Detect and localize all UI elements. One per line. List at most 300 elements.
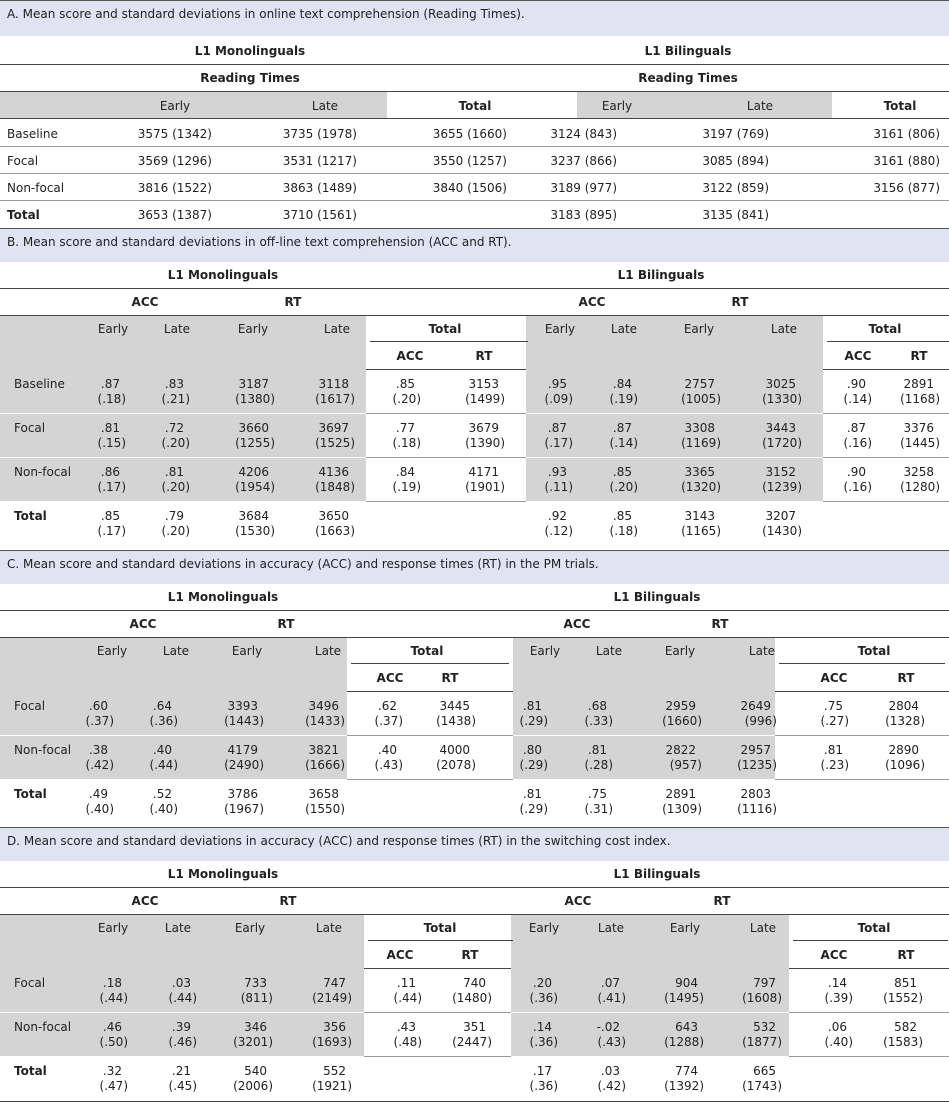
table-cell: 3085 (894) [702,154,769,168]
table-cell-sd: (.12) [544,524,573,538]
table-cell: 3025 [765,377,796,391]
table-cell-sd: (.14) [843,392,872,406]
acc-subheader: ACC [820,948,848,962]
group-bilinguals-header: L1 Bilinguals [617,268,705,282]
col-early: Early [97,322,129,336]
table-cell-sd: (996) [744,714,777,728]
table-cell: .20 [532,976,552,990]
table-cell-sd: (1235) [737,758,777,772]
table-cell-sd: (1583) [883,1035,923,1049]
acc-header: ACC [578,295,606,309]
table-cell: .93 [547,465,567,479]
table-cell: 540 [244,1064,267,1078]
table-cell: 3118 [318,377,349,391]
table-cell: 3207 [765,509,796,523]
col-early: Early [683,322,715,336]
table-cell: .81 [587,743,607,757]
table-cell: .90 [846,465,866,479]
reading-times-header: Reading Times [200,71,300,85]
table-cell-sd: (1693) [312,1035,352,1049]
table-cell: .49 [88,787,108,801]
table-cell: .60 [88,699,108,713]
table-cell: 3660 [238,421,269,435]
table-cell: 3550 (1257) [432,154,507,168]
table-cell: 3443 [765,421,796,435]
rt-header: RT [731,295,749,309]
col-late: Late [770,322,798,336]
row-label: Baseline [7,127,58,141]
table-cell: 2649 [740,699,771,713]
table-cell: 4179 [227,743,258,757]
table-cell: .07 [600,976,620,990]
table-cell: 4206 [238,465,269,479]
table-cell-sd: (1255) [235,436,275,450]
col-total: Total [423,921,457,935]
table-cell-sd: (.43) [597,1035,626,1049]
table-cell-sd: (1901) [465,480,505,494]
table-cell-sd: (1720) [762,436,802,450]
table-cell-sd: (1445) [900,436,940,450]
acc-subheader: ACC [844,349,872,363]
table-cell-sd: (2078) [436,758,476,772]
acc-header: ACC [564,894,592,908]
acc-subheader: ACC [386,948,414,962]
table-cell: .03 [600,1064,620,1078]
row-label: Total [7,208,40,222]
table-cell: .14 [532,1020,552,1034]
row-label: Focal [14,421,46,435]
row-label: Non-focal [14,1020,72,1034]
table-cell: 4136 [318,465,349,479]
table-cell: .80 [522,743,542,757]
table-cell: .85 [100,509,120,523]
table-cell-sd: (.42) [85,758,114,772]
col-total: Total [428,322,462,336]
table-cell: .72 [164,421,184,435]
table-cell-sd: (.17) [544,436,573,450]
table-cell: 3135 (841) [702,208,769,222]
table-cell: 851 [894,976,917,990]
col-total: Total [410,644,444,658]
table-cell: 3143 [684,509,715,523]
table-cell: 2757 [684,377,715,391]
table-cell-sd: (.29) [519,802,548,816]
table-cell: 3496 [308,699,339,713]
col-late: Late [315,921,343,935]
table-cell: .81 [164,465,184,479]
col-total: Total [857,644,891,658]
table-cell: .64 [152,699,172,713]
rt-subheader: RT [897,948,915,962]
table-cell: 2803 [740,787,771,801]
table-cell: 3237 (866) [550,154,617,168]
table-cell: 3697 [318,421,349,435]
table-cell-sd: (.44) [99,991,128,1005]
table-cell: 356 [323,1020,346,1034]
table-cell-sd: (1967) [224,802,264,816]
table-cell-sd: (.17) [97,524,126,538]
table-cell-sd: (1499) [465,392,505,406]
row-label: Non-focal [14,743,72,757]
table-cell-sd: (.42) [597,1079,626,1093]
acc-subheader: ACC [376,671,404,685]
col-late: Late [749,921,777,935]
table-cell: .81 [522,787,542,801]
section-d-caption: D. Mean score and standard deviations in accuracy (ACC) and response times (RT) in the switching cost index. [0,827,949,861]
table-cell: .38 [88,743,108,757]
table-cell: 3658 [308,787,339,801]
table-cell: 3376 [903,421,934,435]
col-late: Late [610,322,638,336]
table-cell-sd: (.18) [97,392,126,406]
table-cell: 3786 [227,787,258,801]
table-cell: 3569 (1296) [137,154,212,168]
table-cell-sd: (2447) [452,1035,492,1049]
table-cell-sd: (.20) [392,392,421,406]
table-cell-sd: (1877) [742,1035,782,1049]
table-cell: 3735 (1978) [282,127,357,141]
table-cell: 552 [323,1064,346,1078]
table-cell: .62 [377,699,397,713]
rt-subheader: RT [461,948,479,962]
table-cell: .39 [171,1020,191,1034]
row-label: Focal [14,976,46,990]
table-cell-sd: (.37) [374,714,403,728]
table-cell-sd: (1617) [315,392,355,406]
col-early: Early [529,644,561,658]
table-cell: 3308 [684,421,715,435]
table-cell: .87 [547,421,567,435]
table-cell-sd: (1433) [305,714,345,728]
table-cell: 3684 [238,509,269,523]
col-late: Late [311,99,339,113]
table-cell-sd: (1530) [235,524,275,538]
table-cell: .68 [587,699,607,713]
table-cell-sd: (.40) [149,802,178,816]
table-cell: 4000 [439,743,470,757]
table-cell-sd: (.19) [392,480,421,494]
table-cell: 3124 (843) [550,127,617,141]
table-cell-sd: (1921) [312,1079,352,1093]
row-label: Focal [7,154,39,168]
table-cell-sd: (2006) [233,1079,273,1093]
table-cell-sd: (.15) [97,436,126,450]
col-late: Late [748,644,776,658]
table-cell: 582 [894,1020,917,1034]
group-bilinguals-header: L1 Bilinguals [613,590,701,604]
col-early: Early [231,644,263,658]
col-early: Early [237,322,269,336]
table-cell: 3189 (977) [550,181,617,195]
table-cell-sd: (.48) [393,1035,422,1049]
table-cell-sd: (1443) [224,714,264,728]
table-cell-sd: (.29) [519,714,548,728]
table-cell: .75 [587,787,607,801]
table-cell-sd: (.37) [85,714,114,728]
table-cell-sd: (811) [240,991,273,1005]
col-late: Late [597,921,625,935]
row-label: Baseline [14,377,65,391]
rt-subheader: RT [910,349,928,363]
table-cell-sd: (.41) [597,991,626,1005]
acc-subheader: ACC [820,671,848,685]
table-cell-sd: (.36) [529,991,558,1005]
table-cell-sd: (.39) [824,991,853,1005]
row-label: Non-focal [14,465,72,479]
table-cell-sd: (.40) [824,1035,853,1049]
col-late: Late [323,322,351,336]
table-cell-sd: (.36) [149,714,178,728]
rt-header: RT [277,617,295,631]
acc-header: ACC [131,295,159,309]
table-cell-sd: (.44) [393,991,422,1005]
table-cell-sd: (.28) [584,758,613,772]
table-cell: 2891 [665,787,696,801]
col-early: Early [601,99,633,113]
table-cell: .92 [547,509,567,523]
table-cell-sd: (3201) [233,1035,273,1049]
table-cell-sd: (.21) [161,392,190,406]
col-total: Total [857,921,891,935]
table-cell: .90 [846,377,866,391]
table-cell-sd: (1390) [465,436,505,450]
section-c-caption: C. Mean score and standard deviations in accuracy (ACC) and response times (RT) in the PM trials. [0,550,949,584]
table-cell: 2890 [888,743,919,757]
table-cell: .81 [522,699,542,713]
table-cell-sd: (1660) [662,714,702,728]
table-cell: 3821 [308,743,339,757]
table-cell-sd: (1525) [315,436,355,450]
table-cell-sd: (.20) [161,524,190,538]
table-cell: 3183 (895) [550,208,617,222]
table-cell: 3653 (1387) [137,208,212,222]
table-cell-sd: (1848) [315,480,355,494]
table-cell-sd: (1169) [681,436,721,450]
acc-header: ACC [129,617,157,631]
row-label: Total [14,787,47,801]
table-cell: 3153 [468,377,499,391]
table-cell: 532 [753,1020,776,1034]
table-cell: 346 [244,1020,267,1034]
table-cell: 3161 (880) [873,154,940,168]
table-cell: 3197 (769) [702,127,769,141]
table-cell-sd: (1309) [662,802,702,816]
table-cell: 3650 [318,509,349,523]
group-monolinguals-header: L1 Monolinguals [194,44,306,58]
table-cell: 747 [323,976,346,990]
table-cell-sd: (.09) [544,392,573,406]
col-total: Total [458,99,492,113]
table-cell-sd: (1168) [900,392,940,406]
table-cell: 3122 (859) [702,181,769,195]
table-cell: 3161 (806) [873,127,940,141]
table-cell: .87 [846,421,866,435]
col-total: Total [868,322,902,336]
table-cell: 3575 (1342) [137,127,212,141]
table-cell: .95 [547,377,567,391]
table-cell: .46 [102,1020,122,1034]
table-cell: 3365 [684,465,715,479]
table-cell-sd: (1239) [762,480,802,494]
table-cell: 665 [753,1064,776,1078]
table-cell: .03 [171,976,191,990]
table-cell: 740 [463,976,486,990]
table-cell-sd: (.23) [820,758,849,772]
table-cell: 643 [675,1020,698,1034]
table-cell-sd: (.29) [519,758,548,772]
table-cell: 3156 (877) [873,181,940,195]
table-cell-sd: (1380) [235,392,275,406]
section-a-caption: A. Mean score and standard deviations in online text comprehension (Reading Times). [0,0,949,36]
table-cell-sd: (.40) [85,802,114,816]
reading-times-header: Reading Times [638,71,738,85]
table-cell-sd: (1552) [883,991,923,1005]
table-cell: 2891 [903,377,934,391]
table-cell-sd: (.44) [149,758,178,772]
table-cell-sd: (.33) [584,714,613,728]
col-early: Early [159,99,191,113]
table-cell-sd: (1330) [762,392,802,406]
table-cell-sd: (957) [669,758,702,772]
table-cell-sd: (2490) [224,758,264,772]
table-cell-sd: (1392) [664,1079,704,1093]
table-cell-sd: (.43) [374,758,403,772]
table-cell: -.02 [596,1020,620,1034]
table-cell: 3445 [439,699,470,713]
table-cell-sd: (.50) [99,1035,128,1049]
rt-header: RT [279,894,297,908]
table-cell-sd: (2149) [312,991,352,1005]
table-cell: 904 [675,976,698,990]
table-cell: 351 [463,1020,486,1034]
col-late: Late [595,644,623,658]
table-cell-sd: (.31) [584,802,613,816]
table-cell: .18 [102,976,122,990]
table-cell: 797 [753,976,776,990]
table-cell-sd: (1608) [742,991,782,1005]
table-cell: .85 [612,509,632,523]
group-bilinguals-header: L1 Bilinguals [644,44,732,58]
table-cell-sd: (1430) [762,524,802,538]
acc-header: ACC [131,894,159,908]
row-label: Non-focal [7,181,65,195]
table-cell-sd: (.45) [168,1079,197,1093]
rt-subheader: RT [475,349,493,363]
table-cell-sd: (1280) [900,480,940,494]
table-cell: .87 [100,377,120,391]
table-cell-sd: (1288) [664,1035,704,1049]
row-label: Total [14,1064,47,1078]
table-cell-sd: (1666) [305,758,345,772]
table-cell: .32 [102,1064,122,1078]
table-cell: .83 [164,377,184,391]
col-late: Late [162,644,190,658]
table-cell: 2822 [665,743,696,757]
table-cell: .75 [823,699,843,713]
table-cell: .43 [396,1020,416,1034]
col-late: Late [163,322,191,336]
table-cell: 3840 (1506) [432,181,507,195]
row-label: Focal [14,699,46,713]
col-early: Early [96,644,128,658]
table-cell: .79 [164,509,184,523]
table-cell-sd: (.16) [843,480,872,494]
table-cell: .86 [100,465,120,479]
table-cell: 3531 (1217) [282,154,357,168]
table-cell-sd: (1005) [681,392,721,406]
table-cell: 3655 (1660) [432,127,507,141]
table-cell-sd: (.19) [609,392,638,406]
table-cell: .40 [377,743,397,757]
table-cell-sd: (.47) [99,1079,128,1093]
rt-header: RT [284,295,302,309]
table-cell-sd: (1328) [885,714,925,728]
row-label: Total [14,509,47,523]
table-cell-sd: (.27) [820,714,849,728]
group-monolinguals-header: L1 Monolinguals [167,590,279,604]
col-early: Early [234,921,266,935]
table-cell: 3816 (1522) [137,181,212,195]
table-cell-sd: (.18) [392,436,421,450]
rt-subheader: RT [897,671,915,685]
col-early: Early [97,921,129,935]
table-cell-sd: (.17) [97,480,126,494]
table-cell-sd: (1438) [436,714,476,728]
table-cell: 3258 [903,465,934,479]
group-bilinguals-header: L1 Bilinguals [613,867,701,881]
acc-subheader: ACC [396,349,424,363]
table-cell: 733 [244,976,267,990]
col-early: Early [528,921,560,935]
acc-header: ACC [563,617,591,631]
col-late: Late [746,99,774,113]
table-cell: 3679 [468,421,499,435]
table-cell: .52 [152,787,172,801]
table-cell-sd: (.11) [544,480,573,494]
rt-header: RT [711,617,729,631]
table-cell: 2957 [740,743,771,757]
rt-header: RT [713,894,731,908]
table-cell-sd: (1116) [737,802,777,816]
table-cell-sd: (.36) [529,1079,558,1093]
col-late: Late [314,644,342,658]
table-cell: .87 [612,421,632,435]
table-cell-sd: (1320) [681,480,721,494]
table-cell-sd: (1495) [664,991,704,1005]
col-early: Early [664,644,696,658]
table-cell-sd: (.20) [161,436,190,450]
table-cell: 3152 [765,465,796,479]
table-cell: .85 [395,377,415,391]
table-cell: .06 [827,1020,847,1034]
table-cell-sd: (.18) [609,524,638,538]
table-cell-sd: (.20) [609,480,638,494]
table-cell: 3710 (1561) [282,208,357,222]
table-cell: 2804 [888,699,919,713]
table-cell: .81 [100,421,120,435]
table-cell-sd: (.14) [609,436,638,450]
table-cell: .84 [395,465,415,479]
table-cell-sd: (1954) [235,480,275,494]
col-total: Total [883,99,917,113]
table-cell-sd: (1096) [885,758,925,772]
table-cell: .40 [152,743,172,757]
table-cell: .14 [827,976,847,990]
table-cell: .11 [396,976,416,990]
rt-subheader: RT [441,671,459,685]
table-cell: .21 [171,1064,191,1078]
table-cell: .77 [395,421,415,435]
